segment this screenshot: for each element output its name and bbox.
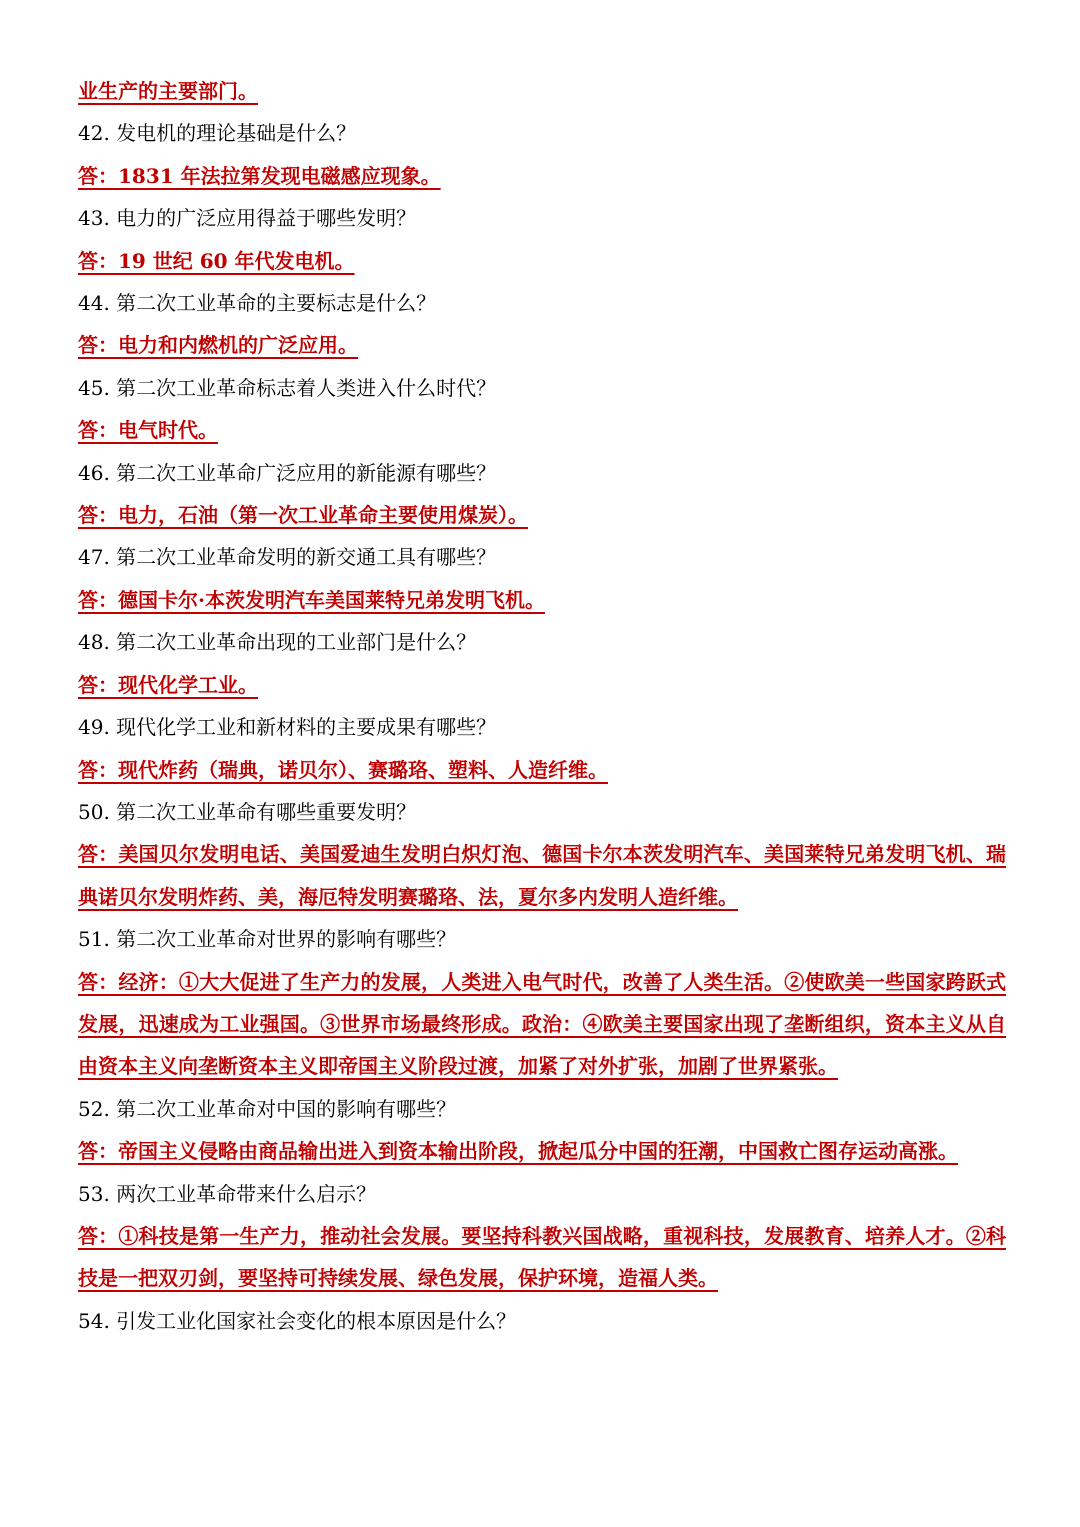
answer-42: 答：1831 年法拉第发现电磁感应现象。 — [78, 163, 441, 188]
answer-49: 答：现代炸药（瑞典，诺贝尔）、赛璐珞、塑料、人造纤维。 — [78, 757, 608, 782]
answer-41-continued: 业生产的主要部门。 — [78, 79, 258, 103]
question-53: 53. 两次工业革命带来什么启示？ — [78, 1181, 377, 1206]
answer-52: 答：帝国主义侵略由商品输出进入到资本输出阶段，掀起瓜分中国的狂潮，中国救亡图存运动高涨。 — [78, 1139, 958, 1164]
answer-45: 答：电气时代。 — [78, 418, 218, 443]
question-46: 46. 第二次工业革命广泛应用的新能源有哪些？ — [78, 460, 497, 485]
question-54: 54. 引发工业化国家社会变化的根本原因是什么？ — [78, 1308, 517, 1333]
answer-51: 答：经济：①大大促进了生产力的发展，人类进入电气时代，改善了人类生活。②使欧美一些国家跨跃式发展，迅速成为工业强国。③世界市场最终形成。政治：④欧美主要国家出现了垄断组织，资本主义从自由资本主义向垄断资本主义即帝国主义阶段过渡，加紧了对外扩张，加剧了世界紧张。 — [78, 969, 1006, 1079]
answer-43: 答：19 世纪 60 年代发电机。 — [78, 248, 355, 273]
answer-50: 答：美国贝尔发明电话、美国爱迪生发明白炽灯泡、德国卡尔本茨发明汽车、美国莱特兄弟发明飞机、瑞典诺贝尔发明炸药、美，海厄特发明赛璐珞、法，夏尔多内发明人造纤维。 — [78, 842, 1006, 909]
question-42: 42. 发电机的理论基础是什么？ — [78, 121, 357, 146]
question-51: 51. 第二次工业革命对世界的影响有哪些？ — [78, 927, 457, 952]
document-page — [78, 70, 1006, 1342]
question-49: 49. 现代化学工业和新材料的主要成果有哪些？ — [78, 715, 497, 740]
answer-48: 答：现代化学工业。 — [78, 672, 258, 697]
question-48: 48. 第二次工业革命出现的工业部门是什么？ — [78, 630, 477, 655]
question-45: 45. 第二次工业革命标志着人类进入什么时代？ — [78, 375, 497, 400]
question-43: 43. 电力的广泛应用得益于哪些发明？ — [78, 206, 417, 231]
question-50: 50. 第二次工业革命有哪些重要发明？ — [78, 799, 417, 824]
answer-53: 答：①科技是第一生产力，推动社会发展。要坚持科教兴国战略，重视科技，发展教育、培养人才。②科技是一把双刃剑，要坚持可持续发展、绿色发展，保护环境，造福人类。 — [78, 1223, 1006, 1291]
question-52: 52. 第二次工业革命对中国的影响有哪些？ — [78, 1096, 457, 1121]
question-44: 44. 第二次工业革命的主要标志是什么？ — [78, 291, 437, 316]
answer-47: 答：德国卡尔·本茨发明汽车美国莱特兄弟发明飞机。 — [78, 587, 545, 612]
answer-46: 答：电力，石油（第一次工业革命主要使用煤炭）。 — [78, 503, 528, 528]
answer-44: 答：电力和内燃机的广泛应用。 — [78, 333, 358, 358]
question-47: 47. 第二次工业革命发明的新交通工具有哪些？ — [78, 545, 497, 570]
